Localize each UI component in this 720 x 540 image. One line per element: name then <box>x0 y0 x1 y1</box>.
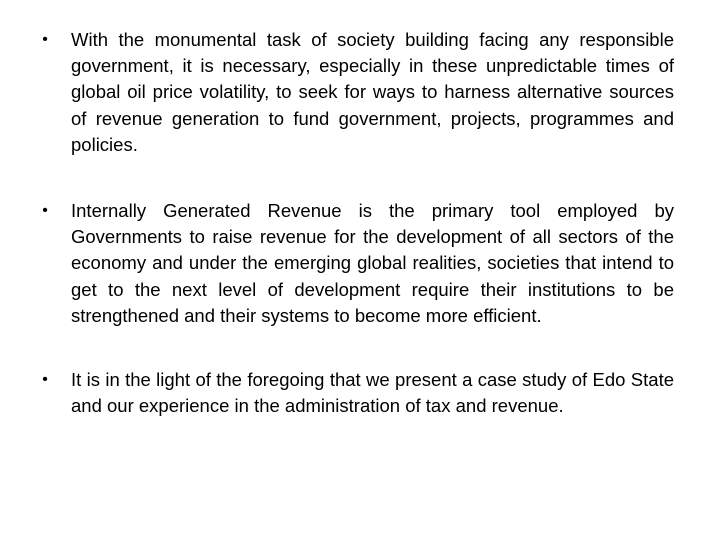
bullet-text: It is in the light of the foregoing that we present a case study of Edo State and our experience in the administration of tax and revenue. <box>71 369 674 417</box>
bullet-item <box>38 198 674 329</box>
bullet-marker-icon: • <box>42 202 48 220</box>
bullet-text: With the monumental task of society building facing any responsible government, it is necessary, especially in these unpredictable times of global oil price volatility, to seek for ways to harness alternative sources of revenue generation to fund government, projects, programmes and policies. <box>71 29 674 155</box>
bullet-text: Internally Generated Revenue is the primary tool employed by Governments to raise revenue for the development of all sectors of the economy and under the emerging global realities, societies that intend to get to the next level of development require their institutions to be strengthened and their systems to become more efficient. <box>71 200 674 326</box>
bullet-marker-icon: • <box>42 371 48 389</box>
bullet-list <box>38 27 674 459</box>
bullet-item <box>38 27 674 158</box>
bullet-item <box>38 367 674 419</box>
bullet-marker-icon: • <box>42 31 48 48</box>
